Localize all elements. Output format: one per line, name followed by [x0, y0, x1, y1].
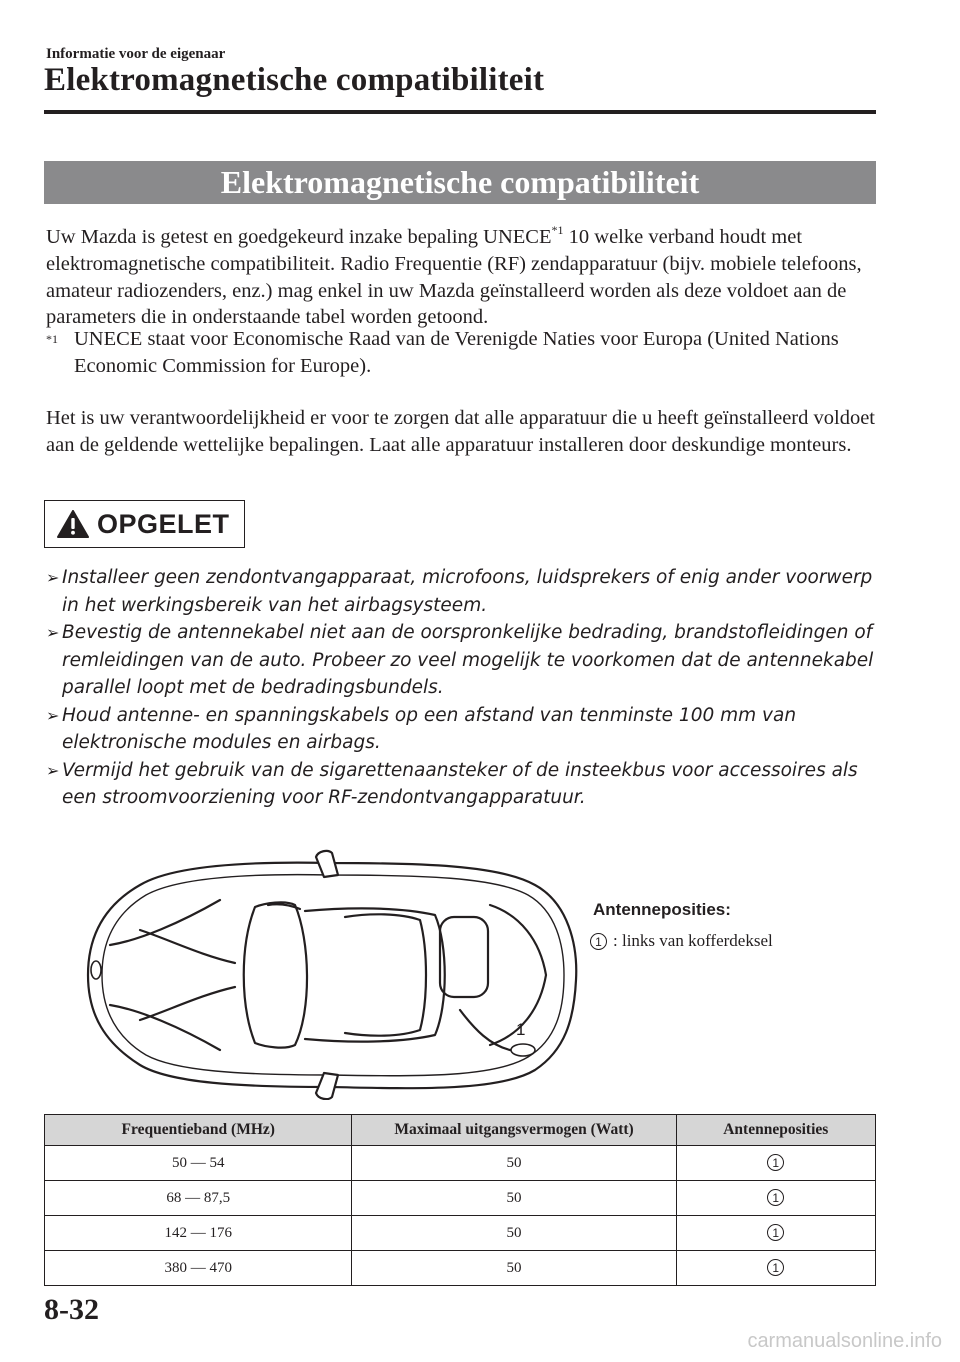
warning-icon [57, 510, 89, 538]
intro-text-end: 10 welke verband houdt met elektromagnetische compatibiliteit. Radio Frequentie (RF) zendapparatuur (bijv. mobiele telefoons, amateur radiozenders, enz.) mag enkel in uw Mazda geïnstalleerd worden als deze voldoet aan de parameters die in onderstaande tabel worden getoond. [46, 226, 862, 329]
column-header-band: Frequentieband (MHz) [45, 1115, 352, 1146]
table-row [45, 1146, 876, 1181]
section-label: Informatie voor de eigenaar [46, 46, 226, 62]
footnote [46, 326, 886, 380]
position-1-icon: 1 [767, 1189, 784, 1206]
arrow-bullet-icon: ➢ [46, 705, 60, 725]
cell-power: 50 [352, 1146, 676, 1181]
arrow-bullet-icon: ➢ [46, 568, 60, 587]
cell-band: 68 — 87,5 [45, 1181, 352, 1216]
cell-position [676, 1146, 875, 1181]
footnote-mark: *1 [46, 332, 58, 346]
intro-text-start: Uw Mazda is getest en goedgekeurd inzake bepaling UNECE [46, 226, 552, 248]
footnote-ref: *1 [551, 223, 564, 237]
caution-list [46, 564, 876, 812]
cell-power: 50 [352, 1181, 676, 1216]
page-title: Elektromagnetische compatibiliteit [44, 62, 545, 98]
intro-paragraph [46, 217, 886, 331]
cell-power: 50 [352, 1251, 676, 1286]
title-divider [44, 110, 876, 114]
caution-label: OPGELET [97, 508, 230, 539]
position-1-icon: 1 [767, 1224, 784, 1241]
table-header-row [45, 1115, 876, 1146]
caution-item: ➢ Installeer geen zendontvangapparaat, microfoons, luidsprekers of enig ander voorwerp in het werkingsbereik van het airbagsysteem. [46, 564, 876, 619]
table-row [45, 1216, 876, 1251]
cell-position [676, 1216, 875, 1251]
antenna-legend-text: : links van kofferdeksel [613, 931, 773, 950]
cell-band: 142 — 176 [45, 1216, 352, 1251]
position-1-icon: 1 [767, 1154, 784, 1171]
cell-band: 380 — 470 [45, 1251, 352, 1286]
antenna-legend-title: Antenneposities: [593, 900, 731, 919]
cell-position [676, 1181, 875, 1216]
caution-item: ➢ Bevestig de antennekabel niet aan de oorspronkelijke bedrading, brandstofleidingen of remleidingen van de auto. Probeer zo veel mogelijk te voorkomen dat de antennekabel parallel loopt met de bedradingsbundels. [46, 619, 876, 702]
cell-position [676, 1251, 875, 1286]
position-1-icon: 1 [767, 1259, 784, 1276]
column-header-power: Maximaal uitgangsvermogen (Watt) [352, 1115, 676, 1146]
position-1-icon: 1 [590, 933, 607, 950]
antenna-marker-label: 1 [516, 1020, 526, 1039]
responsibility-paragraph: Het is uw verantwoordelijkheid er voor te zorgen dat alle apparatuur die u heeft geïnstalleerd voldoet aan de geldende wettelijke bepalingen. Laat alle apparatuur installeren door deskundige monteurs. [46, 407, 875, 456]
arrow-bullet-icon: ➢ [46, 760, 60, 780]
column-header-position: Antenneposities [676, 1115, 875, 1146]
frequency-table [44, 1114, 876, 1286]
cell-power: 50 [352, 1216, 676, 1251]
caution-item: ➢ Houd antenne- en spanningskabels op een afstand van tenminste 100 mm van elektronische modules en airbags. [46, 702, 876, 757]
cell-band: 50 — 54 [45, 1146, 352, 1181]
section-banner: Elektromagnetische compatibiliteit [44, 161, 876, 204]
arrow-bullet-icon: ➢ [46, 623, 60, 642]
caution-item: ➢ Vermijd het gebruik van de sigarettenaansteker of de insteekbus voor accessoires als een stroomvoorziening voor RF-zendontvangapparatuur. [46, 757, 876, 812]
car-top-view-figure [80, 845, 580, 1100]
antenna-legend-item [590, 931, 773, 951]
caution-box [44, 500, 245, 548]
table-row [45, 1251, 876, 1286]
page-number: 8-32 [44, 1293, 99, 1326]
table-row [45, 1181, 876, 1216]
car-top-view-icon [80, 845, 580, 1100]
footnote-text: UNECE staat voor Economische Raad van de Verenigde Naties voor Europa (United Nations Economic Commission for Europe). [74, 328, 839, 377]
watermark: carmanualsonline.info [747, 1330, 942, 1352]
